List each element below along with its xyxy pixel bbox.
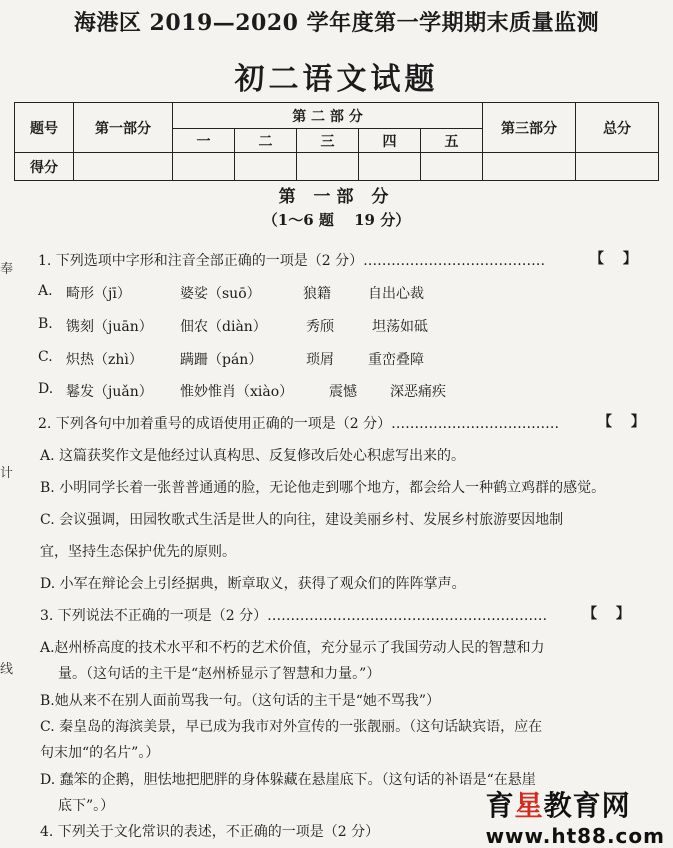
q3-line: 量。（这句话的主干是“赵州桥显示了智慧和力量。”） [58, 666, 381, 682]
watermark-brand: 育 [485, 789, 515, 822]
q1-option-label: A. [38, 283, 53, 299]
question-3-answer-bracket[interactable]: 【 】 [583, 606, 630, 622]
q1-option-label: C. [38, 349, 53, 365]
q3-line: C. 秦皇岛的海滨美景，早已成为我市对外宣传的一张靓丽。（这句话缺宾语，应在 [40, 719, 543, 735]
score-table-col: 三 [297, 129, 359, 153]
q1-option-item: 重峦叠障 [368, 352, 424, 368]
score-table-label-score: 得分 [15, 153, 74, 181]
q1-option-label: D. [38, 381, 54, 397]
q1-option-item: 秀颀 [306, 319, 334, 335]
q1-option-item: 琐屑 [306, 352, 334, 368]
q1-option-item: 自出心裁 [368, 286, 424, 302]
q1-option-item: 畸形（jī） [66, 286, 131, 302]
watermark-url: www.ht88.com [485, 824, 665, 848]
q3-line: 底下”。） [58, 798, 115, 814]
score-table-label-question: 题号 [15, 103, 74, 153]
section-heading: 第 一部 分 [278, 187, 395, 207]
q1-option-item: 深恶痛疾 [390, 384, 446, 400]
q3-line: A.赵州桥高度的技术水平和不朽的艺术价值，充分显示了我国劳动人民的智慧和力 [40, 640, 545, 656]
q2-line: C. 会议强调，田园牧歌式生活是世人的向往，建设美丽乡村、发展乡村旅游要因地制 [40, 512, 564, 528]
q1-option-label: B. [38, 316, 53, 332]
score-table-part1: 第一部分 [74, 103, 173, 153]
score-cell [483, 153, 576, 181]
margin-mark: 计 [0, 466, 14, 481]
question-1-answer-bracket[interactable]: 【 】 [590, 251, 637, 267]
q1-option-item: 佃农（diàn） [180, 319, 267, 335]
score-cell [235, 153, 297, 181]
exam-subtitle: 初二语文试题 [234, 62, 439, 97]
q1-option-item: 狼籍 [303, 286, 331, 302]
score-table-col: 一 [173, 129, 235, 153]
score-table-col: 五 [421, 129, 483, 153]
q2-line: B. 小明同学长着一张普普通通的脸，无论他走到哪个地方，都会给人一种鹤立鸡群的感觉。 [40, 480, 606, 496]
score-cell [297, 153, 359, 181]
score-table-part2: 第 二 部 分 [173, 103, 483, 129]
margin-mark: 奉 [0, 262, 14, 277]
score-cell [74, 153, 173, 181]
q1-option-item: 鬈发（juǎn） [66, 384, 153, 400]
q1-option-item: 坦荡如砥 [372, 319, 428, 335]
exam-title: 海港区 2019—2020 学年度第一学期期末质量监测 [73, 10, 600, 36]
q1-option-item: 震憾 [329, 384, 357, 400]
score-table-col: 四 [359, 129, 421, 153]
watermark-logo [486, 784, 665, 848]
q3-line: D. 蠢笨的企鹅，胆怯地把肥胖的身体躲藏在悬崖底下。（这句话的补语是“在悬崖 [40, 772, 536, 788]
margin-mark: 线 [0, 662, 14, 677]
q1-option-item: 镌刻（juān） [66, 319, 153, 335]
watermark-brand: 教育网 [543, 789, 631, 822]
score-table [14, 102, 659, 181]
question-2-stem: 2. 下列各句中加着重号的成语使用正确的一项是（2 分）……………………………… [38, 416, 560, 432]
q1-option-item: 蹒跚（pán） [180, 352, 263, 368]
score-cell [576, 153, 659, 181]
q2-line: 宜，坚持生态保护优先的原则。 [40, 544, 236, 560]
score-cell [359, 153, 421, 181]
question-4-stem: 4. 下列关于文化常识的表述，不正确的一项是（2 分） [40, 824, 380, 840]
q1-option-item: 惟妙惟肖（xiào） [180, 384, 294, 400]
q1-option-item: 婆娑（suō） [180, 286, 261, 302]
score-table-col: 二 [235, 129, 297, 153]
q3-line: B.她从来不在别人面前骂我一句。（这句话的主干是“她不骂我”） [40, 693, 441, 709]
score-cell [421, 153, 483, 181]
q2-line: A. 这篇获奖作文是他经过认真构思、反复修改后处心积虑写出来的。 [40, 448, 466, 464]
q3-line: 句末加“的名片”。） [40, 745, 160, 761]
score-table-total: 总分 [576, 103, 659, 153]
section-range: （1～6 题 19 分） [262, 211, 411, 229]
q1-option-item: 炽热（zhì） [66, 352, 143, 368]
score-table-part3: 第三部分 [483, 103, 576, 153]
watermark-star: 星 [514, 789, 544, 822]
question-3-stem: 3. 下列说法不正确的一项是（2 分）…………………………………………………… [40, 608, 548, 624]
question-1-stem: 1. 下列选项中字形和注音全部正确的一项是（2 分）………………………………… [38, 253, 546, 269]
q2-line: D. 小军在辩论会上引经据典，断章取义，获得了观众们的阵阵掌声。 [40, 576, 466, 592]
score-cell [173, 153, 235, 181]
question-2-answer-bracket[interactable]: 【 】 [598, 414, 645, 430]
